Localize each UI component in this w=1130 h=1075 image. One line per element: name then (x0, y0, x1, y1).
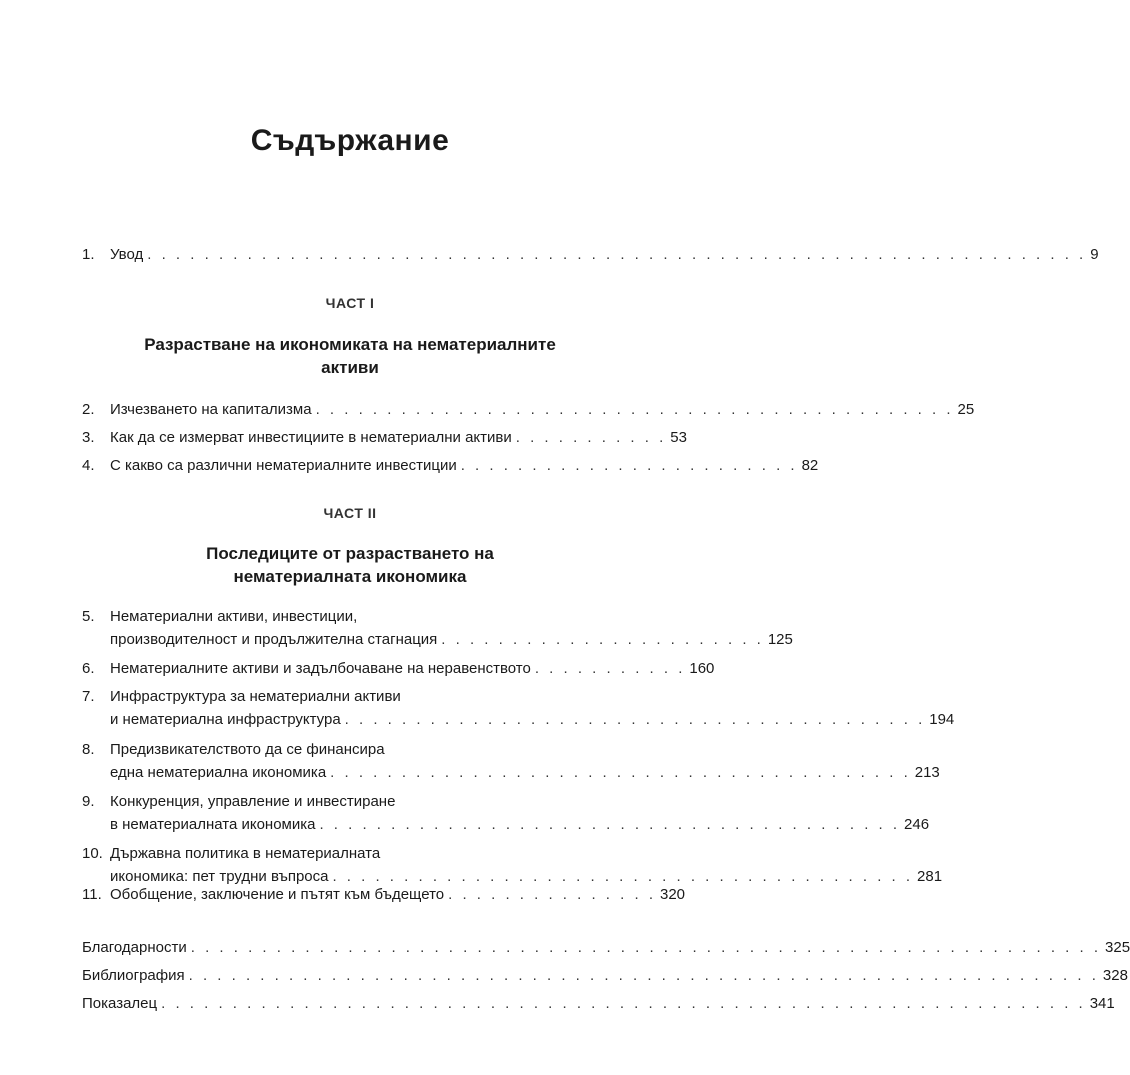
entry-number: 1. (82, 246, 95, 263)
toc-entry-9[interactable] (82, 790, 930, 836)
part-2-title-line1: Последиците от разрастването на (206, 544, 494, 563)
entry-label: Показалец (82, 995, 158, 1012)
toc-entry-bibliography[interactable] (82, 964, 1128, 987)
entry-label: една нематериална икономика (110, 764, 327, 781)
entry-page: 9 (1090, 246, 1099, 263)
entry-page: 194 (929, 711, 955, 728)
leader-dots: . . . . . . . . . . . . . . . . . . . . . . . . . . . . . . . . . . . . . . . . . . . . . . . . . . . . . . . . . . . . . . . . . . (147, 246, 1087, 263)
entry-row (110, 708, 955, 731)
entry-page: 328 (1102, 967, 1128, 984)
entry-page: 320 (659, 886, 686, 903)
entry-page: 281 (917, 868, 943, 885)
entry-label: Как да се измерват инвестициите в нематериални активи (110, 429, 512, 446)
entry-row (110, 813, 930, 836)
entry-row (110, 657, 715, 680)
page-title: Съдържание (250, 124, 450, 157)
entry-number: 6. (82, 660, 95, 677)
entry-label: производителност и продължителна стагнация (110, 631, 438, 648)
toc-entry-3[interactable] (82, 426, 687, 449)
entry-page: 325 (1105, 939, 1130, 956)
part-2-label: ЧАСТ II (323, 505, 377, 521)
entry-number: 7. (82, 688, 95, 705)
entry-number: 5. (82, 608, 95, 625)
leader-dots: . . . . . . . . . . . . . . . (448, 886, 656, 903)
entry-label: в нематериалната икономика (110, 816, 316, 833)
part-1-title-line1: Разрастване на икономиката на нематериалните (144, 335, 556, 354)
leader-dots: . . . . . . . . . . . . . . . . . . . . . . . . . . . . . . . . . . . . . . . . . (332, 868, 914, 885)
entry-number: 8. (82, 741, 95, 758)
entry-number: 10. (82, 845, 103, 862)
leader-dots: . . . . . . . . . . . . . . . . . . . . . . . . . . . . . . . . . . . . . . . . . . . . . (315, 401, 954, 418)
toc-entry-7[interactable] (82, 685, 955, 731)
entry-label: Изчезването на капитализма (110, 401, 312, 418)
part-1-title-line2: активи (321, 358, 379, 377)
entry-page: 53 (670, 429, 687, 446)
leader-dots: . . . . . . . . . . . . . . . . . . . . . . . . . . . . . . . . . . . . . . . . . . . . . . . . . . . . . . . . . . . . . . . . (190, 939, 1102, 956)
entry-label-line1: Инфраструктура за нематериални активи (110, 688, 401, 705)
leader-dots: . . . . . . . . . . . . . . . . . . . . . . . (441, 631, 764, 648)
toc-entry-index[interactable] (82, 992, 1115, 1015)
entry-label: и нематериална инфраструктура (110, 711, 341, 728)
entry-number: 3. (82, 429, 95, 446)
entry-row (82, 936, 1130, 959)
leader-dots: . . . . . . . . . . . (515, 429, 667, 446)
entry-row (110, 628, 793, 651)
entry-label-line1: Държавна политика в нематериалната (110, 845, 381, 862)
entry-label-line1: Предизвикателството да се финансира (110, 741, 385, 758)
entry-label: Обобщение, заключение и пътят към бъдещето (110, 886, 445, 903)
toc-entry-5[interactable] (82, 605, 793, 651)
entry-row (82, 992, 1115, 1015)
entry-page: 125 (767, 631, 793, 648)
entry-row (110, 761, 940, 784)
entry-page: 246 (904, 816, 930, 833)
toc-entry-acknowledgements[interactable] (82, 936, 1130, 959)
entry-number: 11. (82, 886, 102, 903)
entry-page: 341 (1089, 995, 1115, 1012)
toc-entry-4[interactable] (82, 454, 819, 477)
entry-row (110, 426, 687, 449)
part-2-title-line2: нематериалната икономика (233, 567, 467, 586)
toc-entry-10[interactable] (82, 842, 943, 888)
entry-row (110, 883, 686, 906)
entry-page: 160 (689, 660, 715, 677)
part-2-title (0, 542, 700, 588)
part-1-label: ЧАСТ I (325, 295, 375, 311)
entry-page: 213 (914, 764, 940, 781)
toc-entry-intro[interactable] (82, 243, 1099, 266)
toc-entry-6[interactable] (82, 657, 715, 680)
entry-row (110, 243, 1099, 266)
entry-label: икономика: пет трудни въпроса (110, 868, 329, 885)
leader-dots: . . . . . . . . . . . . . . . . . . . . . . . . . . . . . . . . . . . . . . . . . (330, 764, 911, 781)
entry-row (110, 454, 819, 477)
leader-dots: . . . . . . . . . . . . . . . . . . . . . . . . . . . . . . . . . . . . . . . . . . . . . . . . . . . . . . . . . . . . . . . . (188, 967, 1099, 984)
part-1-title (0, 333, 700, 379)
entry-page: 82 (801, 457, 819, 474)
entry-row (110, 398, 975, 421)
entry-label-line1: Нематериални активи, инвестиции, (110, 608, 358, 625)
entry-row (82, 964, 1128, 987)
leader-dots: . . . . . . . . . . . . . . . . . . . . . . . . . . . . . . . . . . . . . . . . . (344, 711, 926, 728)
entry-page: 25 (957, 401, 975, 418)
entry-label: Увод (110, 246, 144, 263)
entry-label-line1: Конкуренция, управление и инвестиране (110, 793, 396, 810)
entry-label: Благодарности (82, 939, 187, 956)
leader-dots: . . . . . . . . . . . . . . . . . . . . . . . . . . . . . . . . . . . . . . . . . (319, 816, 901, 833)
entry-label: Нематериалните активи и задълбочаване на неравенството (110, 660, 531, 677)
toc-entry-11[interactable] (82, 883, 686, 906)
toc-entry-8[interactable] (82, 738, 940, 784)
toc-entry-2[interactable] (82, 398, 975, 421)
entry-number: 4. (82, 457, 95, 474)
entry-label: Библиография (82, 967, 185, 984)
entry-number: 9. (82, 793, 95, 810)
entry-number: 2. (82, 401, 95, 418)
leader-dots: . . . . . . . . . . . . . . . . . . . . . . . . . . . . . . . . . . . . . . . . . . . . . . . . . . . . . . . . . . . . . . . . . (161, 995, 1086, 1012)
entry-label: С какво са различни нематериалните инвестиции (110, 457, 457, 474)
leader-dots: . . . . . . . . . . . (534, 660, 686, 677)
leader-dots: . . . . . . . . . . . . . . . . . . . . . . . . (460, 457, 798, 474)
